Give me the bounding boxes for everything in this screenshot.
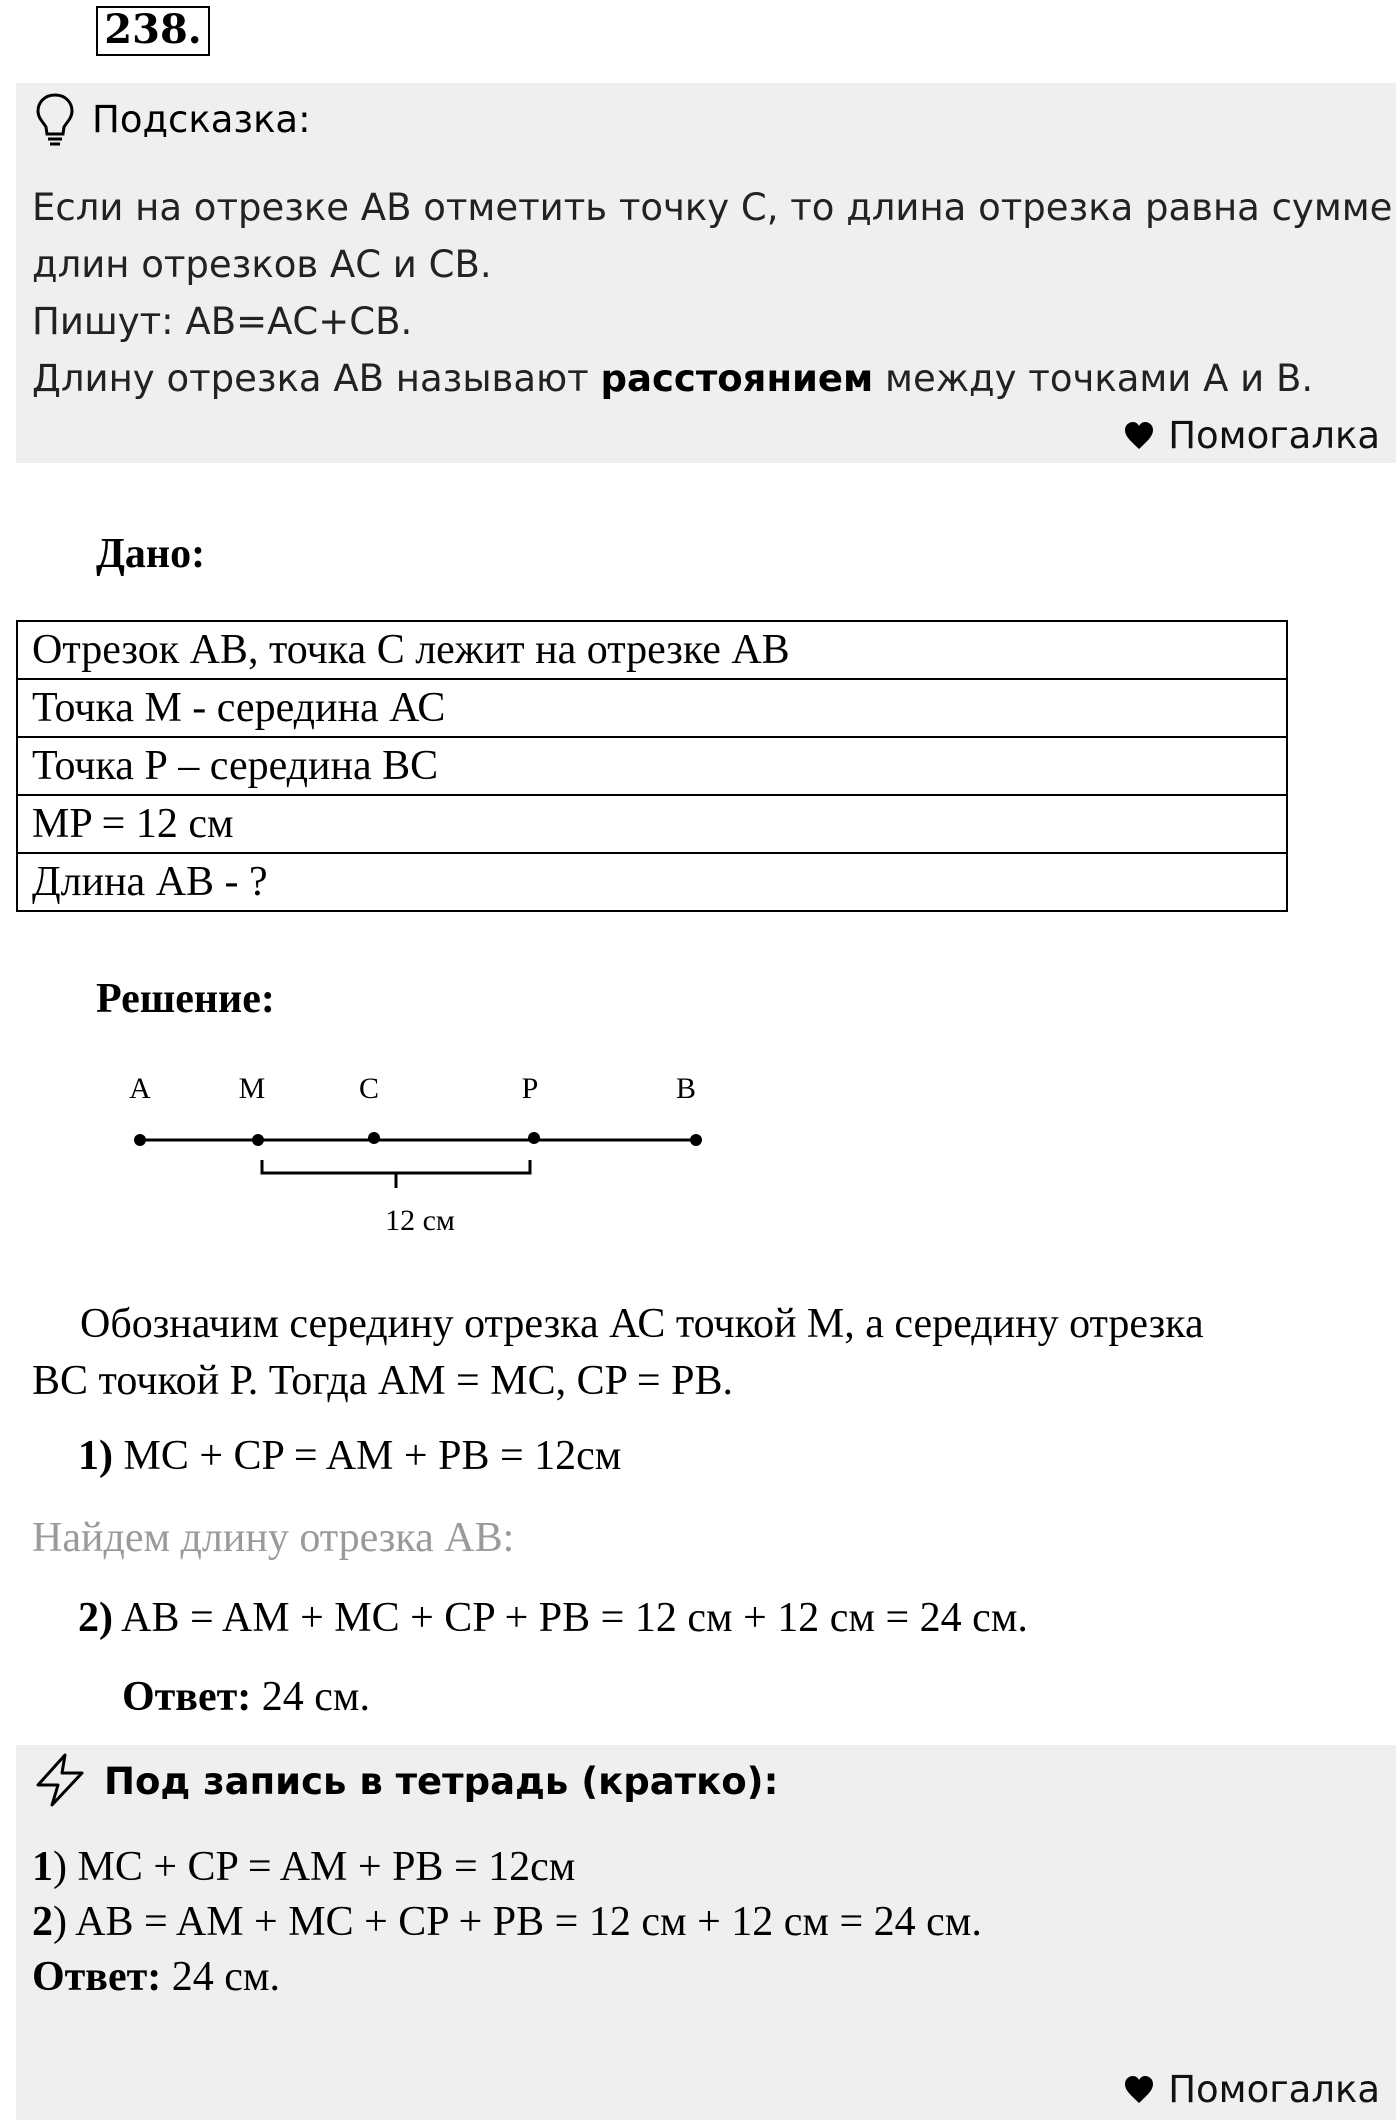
answer-label: Ответ: (32, 1954, 162, 2000)
step-number: 1) (78, 1433, 113, 1479)
point-label-b: В (675, 1072, 697, 1105)
hint-title: Подсказка: (92, 98, 311, 141)
lightbulb-icon (34, 92, 76, 148)
answer-value: 24 см. (251, 1674, 370, 1720)
given-table (16, 620, 1288, 912)
hint-line-4-start: Длину отрезка АВ называют (32, 357, 601, 400)
answer-label: Ответ: (122, 1674, 252, 1720)
point-label-m: М (238, 1072, 266, 1105)
table-row (17, 737, 1287, 795)
brace (262, 1160, 530, 1188)
heart-icon (1124, 2076, 1154, 2104)
solution-paragraph-2: ВС точкой Р. Тогда AM = MC, CP = PB. (32, 1358, 733, 1404)
solution-step-2 (78, 1594, 1028, 1642)
notebook-answer (32, 1953, 280, 2001)
table-row (17, 795, 1287, 853)
notebook-title: Под запись в тетрадь (кратко): (104, 1760, 779, 1803)
point-m (252, 1134, 264, 1146)
solution-step-1 (78, 1432, 621, 1480)
given-cell: Отрезок АВ, точка С лежит на отрезке АВ (17, 621, 1287, 679)
brand-label (1124, 414, 1380, 457)
hint-line-3: Пишут: АВ=АС+СВ. (32, 300, 413, 343)
step-number: 2) (78, 1595, 113, 1641)
heart-icon (1124, 422, 1154, 450)
find-length-text: Найдем длину отрезка АВ: (32, 1515, 515, 1561)
point-b (690, 1134, 702, 1146)
step-formula: AB = AM + MC + CP + PB = 12 см + 12 см = 24 см. (113, 1595, 1028, 1641)
point-label-c: С (358, 1072, 380, 1105)
given-label: Дано: (96, 531, 206, 577)
problem-number: 238. (96, 6, 210, 56)
solution-label: Решение: (96, 976, 275, 1022)
step-formula: MC + CP = AM + PB = 12см (113, 1433, 622, 1479)
notebook-line-1 (32, 1843, 575, 1891)
hint-line-1: Если на отрезке АВ отметить точку С, то длина отрезка равна сумме (32, 186, 1393, 229)
hint-line-4-end: между точками А и В. (873, 357, 1314, 400)
given-cell: Точка М - середина АС (17, 679, 1287, 737)
notebook-line-2 (32, 1898, 982, 1946)
step-number: 2 (32, 1899, 53, 1945)
hint-line-4 (32, 357, 1313, 400)
segment-diagram (110, 1060, 730, 1250)
table-row (17, 621, 1287, 679)
point-a (134, 1134, 146, 1146)
step-formula: ) AB = AM + MC + CP + PB = 12 см + 12 см = 24 см. (53, 1899, 982, 1945)
point-p (528, 1132, 540, 1144)
answer-line (122, 1673, 370, 1721)
point-c (368, 1132, 380, 1144)
answer-value: 24 см. (161, 1954, 280, 2000)
table-row (17, 853, 1287, 911)
step-number: 1 (32, 1844, 53, 1890)
given-cell: Длина АВ - ? (17, 853, 1287, 911)
brace-label: 12 см (385, 1204, 455, 1237)
step-formula: ) MC + CP = AM + PB = 12см (53, 1844, 576, 1890)
given-cell: MP = 12 см (17, 795, 1287, 853)
point-label-a: А (129, 1072, 151, 1105)
lightning-icon (32, 1752, 88, 1808)
table-row (17, 679, 1287, 737)
brand-text: Помогалка (1168, 414, 1380, 457)
point-label-p: Р (521, 1072, 539, 1105)
brand-label (1124, 2068, 1380, 2111)
brand-text: Помогалка (1168, 2068, 1380, 2111)
solution-paragraph-1: Обозначим середину отрезка АС точкой М, а середину отрезка (80, 1301, 1204, 1347)
hint-line-2: длин отрезков АС и СВ. (32, 243, 492, 286)
given-cell: Точка Р – середина ВС (17, 737, 1287, 795)
hint-term-distance: расстоянием (600, 357, 874, 400)
